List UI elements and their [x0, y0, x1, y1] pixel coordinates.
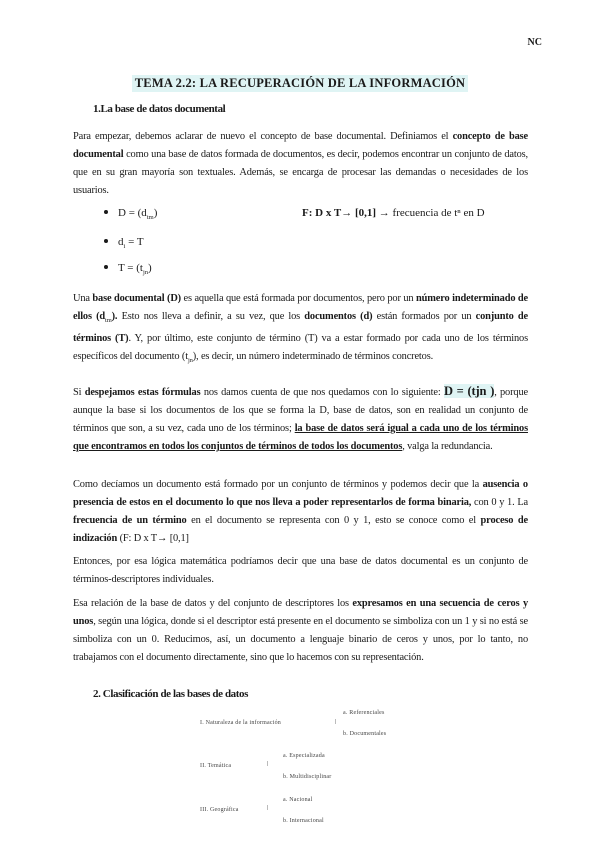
bullet-dot-icon — [104, 239, 108, 243]
subscript: jn — [187, 357, 193, 365]
diagram-leaf-internacional: b. Internacional — [283, 818, 324, 824]
formula-bold: F: D x T→ [0,1] — [302, 207, 377, 219]
text: en el documento se representa con 0 y 1, esto se conoce como el — [186, 515, 481, 526]
paragraph-formula — [73, 382, 528, 456]
diagram-node-geografica: III. Geográfica — [200, 807, 239, 813]
bullet-text: D = (d — [118, 207, 147, 219]
diagram-node-nature: I. Naturaleza de la información — [200, 720, 281, 726]
bold-text: ). — [111, 311, 118, 322]
bullet-dot-icon — [104, 265, 108, 269]
bullet-text: = T — [125, 236, 144, 248]
text: Para empezar, debemos aclarar de nuevo el concepto de base documental. Definiamos el — [73, 131, 453, 142]
bold-text: número indeterminado de ellos (d — [73, 293, 529, 322]
bold-text: conjunto de términos (T) — [73, 311, 529, 345]
bullet-text: ) — [153, 207, 158, 219]
text: Si — [73, 387, 85, 398]
text: Esa relación de la base de datos y del conjunto de descriptores los — [73, 598, 353, 609]
bold-text: proceso de indización — [73, 515, 528, 544]
bold-text: base documental (D) — [92, 293, 181, 304]
paragraph-binary — [73, 476, 528, 548]
text: , valga la redundancia. — [402, 441, 493, 452]
text: están formados por un — [372, 311, 476, 322]
text: con 0 y 1. La — [471, 497, 528, 508]
classification-diagram — [195, 705, 415, 845]
diagram-leaf-multidisciplinar: b. Multidisciplinar — [283, 774, 332, 780]
text: nos damos cuenta de que nos quedamos con lo siguiente: — [200, 387, 444, 398]
title-container — [0, 74, 600, 92]
highlighted-formula: D = (tjn ) — [443, 384, 495, 398]
section-heading-2: 2. Clasificación de las bases de datos — [93, 688, 249, 700]
text: . Y, por último, este conjunto de término (T) va a estar formado por cada uno de los términos específicos del documento (t — [73, 333, 528, 363]
diagram-leaf-especializada: a. Especializada — [283, 753, 325, 759]
text: como una base de datos formada de documentos, es decir, podemos encontrar un conjunto de datos, que en su gran mayoría son textuales. Además, se encarga de procesar las demandas o necesidades de los usuarios. — [73, 149, 528, 196]
subscript: tm — [146, 214, 154, 222]
formula — [302, 207, 485, 219]
diagram-connector — [267, 761, 268, 766]
bullet-item — [104, 207, 157, 221]
underlined-bold-text: la base de datos será igual a cada uno de los términos que encontramos en todos los conjuntos de términos de todos los documentos — [73, 423, 528, 452]
formula-text: → frecuencia de tⁿ en D — [376, 207, 485, 219]
bullet-item — [104, 236, 144, 250]
bullet-text: d — [118, 236, 124, 248]
bold-text: expresamos en una secuencia de ceros y unos — [73, 598, 528, 627]
paragraph-intro — [73, 128, 528, 200]
page-title: TEMA 2.2: LA RECUPERACIÓN DE LA INFORMACIÓN — [132, 75, 469, 92]
diagram-connector — [335, 719, 336, 724]
text: (F: D x T→ [0,1] — [117, 533, 189, 544]
text: Como decíamos un documento está formado por un conjunto de términos y podemos decir que la — [73, 479, 483, 490]
text: Entonces, por esa lógica matemática podríamos decir que una base de datos documental es un conjunto de términos-descriptores individuales. — [73, 556, 528, 585]
bold-text: ausencia o presencia de estos en el documento lo que nos lleva a poder representarlos de forma binaria, — [73, 479, 528, 508]
text: , porque aunque la base si los documentos de los que se forma la D, base de datos, son en realidad un conjunto de términos que son, a su vez, cada uno de los términos; — [73, 387, 528, 434]
subscript: jn — [142, 269, 149, 277]
text: , según una lógica, donde si el descriptor está presente en el documento se simboliza con un 1 y si no está se simboliza con un 0. Reducimos, así, un documento a lenguaje binario de ceros y unos, por lo tanto, no trabajamos con el documento directamente, sino que lo hacemos con su representación. — [73, 616, 528, 663]
bullet-dot-icon — [104, 210, 108, 214]
bullet-text: T = (t — [118, 262, 143, 274]
text: Una — [73, 293, 93, 304]
bold-text: concepto de base documental — [73, 131, 529, 160]
diagram-leaf-referenciales: a. Referenciales — [343, 710, 385, 716]
text: Esto nos lleva a definir, a su vez, que los — [117, 311, 305, 322]
subscript: tm — [105, 317, 112, 325]
bold-text: documentos (d) — [304, 311, 373, 322]
bullet-text: ) — [148, 262, 152, 274]
section-heading-1: 1.La base de datos documental — [93, 103, 226, 115]
diagram-node-tematica: II. Temática — [200, 763, 232, 769]
text: ), es decir, un número indeterminado de términos concretos. — [192, 351, 434, 363]
bullet-item — [104, 262, 152, 276]
diagram-leaf-documentales: b. Documentales — [343, 731, 387, 737]
diagram-leaf-nacional: a. Nacional — [283, 797, 313, 803]
paragraph-sequence — [73, 595, 528, 667]
bold-text: frecuencia de un término — [73, 515, 187, 526]
diagram-connector — [267, 805, 268, 810]
paragraph-logic — [73, 553, 528, 589]
paragraph-definition — [73, 290, 528, 370]
bold-text: despejamos estas fórmulas — [84, 387, 201, 398]
subscript: i — [123, 243, 126, 251]
header-initials: NC — [527, 37, 542, 48]
text: es aquella que está formada por documentos, pero por un — [181, 293, 416, 304]
